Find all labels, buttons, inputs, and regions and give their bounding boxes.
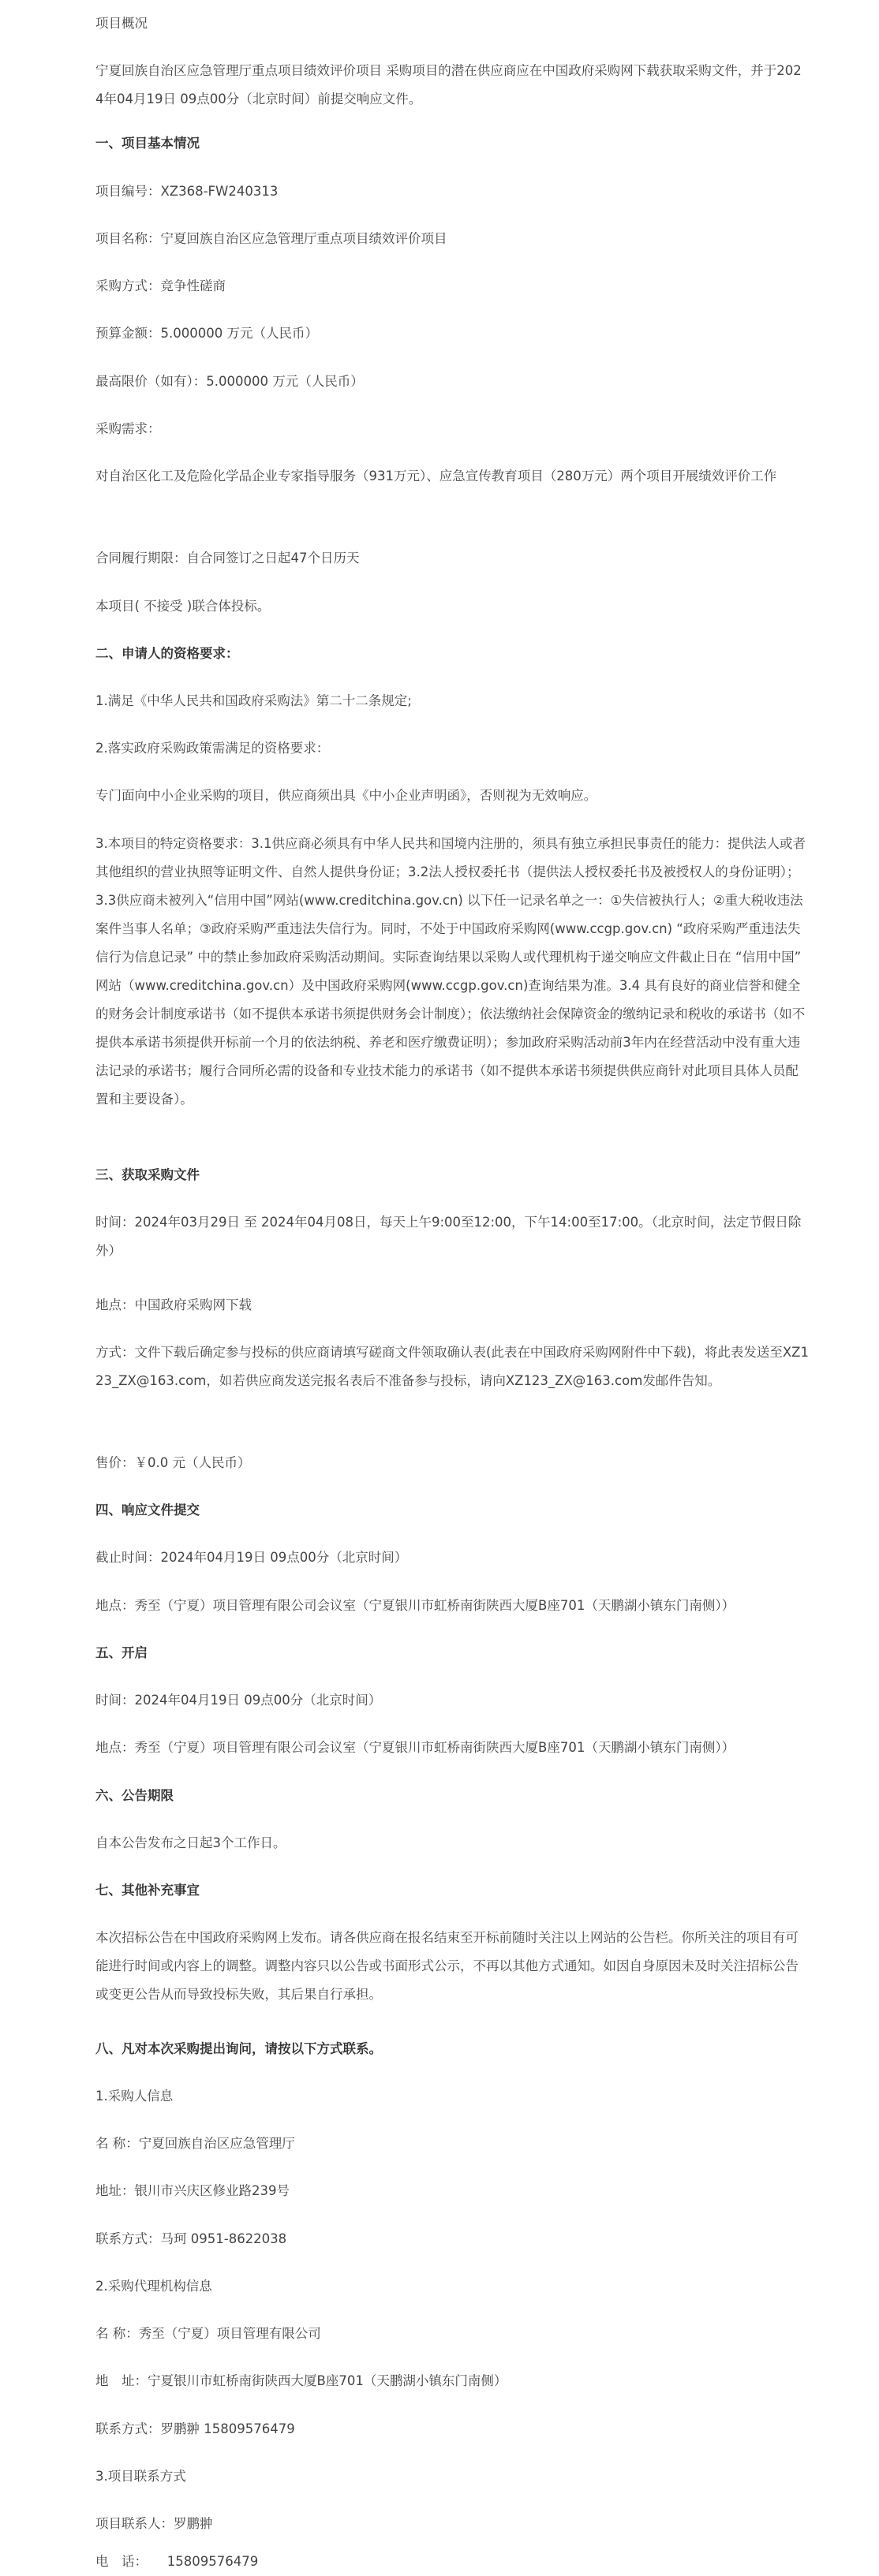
requirement-label: 采购需求：	[95, 421, 161, 436]
section-6-title: 六、公告期限	[95, 1788, 174, 1803]
agency-info-title: 2.采购代理机构信息	[95, 2279, 212, 2294]
section-7-title: 七、其他补充事宜	[95, 1883, 200, 1898]
purchaser-info-title: 1.采购人信息	[95, 2089, 174, 2104]
project-contact-phone: 电 话： 15809576479	[95, 2554, 259, 2569]
section-1-title: 一、项目基本情况	[95, 136, 200, 151]
open-time: 时间：2024年04月19日 09点00分（北京时间）	[95, 1693, 382, 1708]
project-number: 项目编号：XZ368-FW240313	[95, 184, 279, 199]
section-3-title: 三、获取采购文件	[95, 1167, 200, 1182]
section-4-title: 四、响应文件提交	[95, 1503, 200, 1518]
agency-contact: 联系方式：罗鹏翀 15809576479	[95, 2421, 295, 2436]
other-matters-text: 本次招标公告在中国政府采购网上发布。请各供应商在报名结束至开标前随时关注以上网站的公告栏。你所关注的项目有可能进行时间或内容上的调整。调整内容只以公告或书面形式公示，不再以其他方式通知。如因自身原因未及时关注招标公告或变更公告从而导致投标失败，其后果自行承担。	[95, 1930, 799, 2002]
max-price: 最高限价（如有）：5.000000 万元（人民币）	[95, 374, 364, 389]
consortium-note: 本项目( 不接受 )联合体投标。	[95, 599, 271, 614]
qualification-2-text: 专门面向中小企业采购的项目，供应商须出具《中小企业声明函》，否则视为无效响应。	[95, 788, 597, 803]
requirement-text: 对自治区化工及危险化学品企业专家指导服务（931万元）、应急宣传教育项目（280万元）两个项目开展绩效评价工作	[95, 469, 777, 483]
obtain-time: 时间：2024年03月29日 至 2024年04月08日，每天上午9:00至12:00，下午14:00至17:00。（北京时间，法定节假日除外）	[95, 1215, 802, 1258]
obtain-place: 地点：中国政府采购网下载	[95, 1297, 252, 1312]
section-8-title: 八、凡对本次采购提出询问，请按以下方式联系。	[95, 2041, 382, 2056]
notice-period: 自本公告发布之日起3个工作日。	[95, 1835, 286, 1850]
obtain-method: 方式：文件下载后确定参与投标的供应商请填写磋商文件领取确认表(此表在中国政府采购网附件中下载)，将此表发送至XZ123_ZX@163.com，如若供应商发送完报名表后不准备参与投标，请向XZ123_ZX@163.com发邮件告知。	[95, 1345, 809, 1388]
overview-title: 项目概况	[95, 16, 148, 31]
agency-name: 名 称：秀至（宁夏）项目管理有限公司	[95, 2326, 321, 2341]
qualification-3-text: 3.本项目的特定资格要求：3.1供应商必须具有中华人民共和国境内注册的，须具有独立承担民事责任的能力：提供法人或者其他组织的营业执照等证明文件、自然人提供身份证；3.2法人授权委托书（提供法人授权委托书及被授权人的身份证明）；3.3供应商未被列入“信用中国”网站(www.creditchina.gov.cn) 以下任一记录名单之一：①失信被执行人；②重大税收违法案件当事人名单；③政府采购严重违法失信行为。同时，不处于中国政府采购网(www.ccgp.gov.cn) “政府采购严重违法失信行为信息记录” 中的禁止参加政府采购活动期间。实际查询结果以采购人或代理机构于递交响应文件截止日在 “信用中国” 网站（www.creditchina.gov.cn）及中国政府采购网(www.ccgp.gov.cn)查询结果为准。3.4 具有良好的商业信誉和健全的财务会计制度承诺书（如不提供本承诺书须提供财务会计制度）；依法缴纳社会保障资金的缴纳记录和税收的承诺书（如不提供本承诺书须提供开标前一个月的依法纳税、养老和医疗缴费证明）；参加政府采购活动前3年内在经营活动中没有重大违法记录的承诺书；履行合同所必需的设备和专业技术能力的承诺书（如不提供本承诺书须提供供应商针对此项目具体人员配置和主要设备）。	[95, 836, 806, 1107]
project-name: 项目名称：宁夏回族自治区应急管理厅重点项目绩效评价项目	[95, 231, 447, 246]
open-place: 地点：秀至（宁夏）项目管理有限公司会议室（宁夏银川市虹桥南街陕西大厦B座701（天鹏湖小镇东门南侧））	[95, 1740, 735, 1755]
section-2-title: 二、申请人的资格要求：	[95, 646, 239, 661]
contract-period: 合同履行期限：自合同签订之日起47个日历天	[95, 551, 360, 566]
agency-address: 地 址：宁夏银川市虹桥南街陕西大厦B座701（天鹏湖小镇东门南侧）	[95, 2373, 507, 2388]
qualification-2: 2.落实政府采购政策需满足的资格要求：	[95, 741, 330, 756]
intro-paragraph: 宁夏回族自治区应急管理厅重点项目绩效评价项目 采购项目的潜在供应商应在中国政府采购网下载获取采购文件，并于2024年04月19日 09点00分（北京时间）前提交响应文件。	[95, 63, 802, 106]
purchaser-contact: 联系方式：马珂 0951-8622038	[95, 2231, 287, 2246]
section-5-title: 五、开启	[95, 1645, 148, 1660]
procurement-method: 采购方式：竞争性磋商	[95, 278, 226, 293]
purchaser-address: 地址：银川市兴庆区修业路239号	[95, 2183, 290, 2198]
project-contact-title: 3.项目联系方式	[95, 2469, 186, 2484]
project-contact-person: 项目联系人：罗鹏翀	[95, 2516, 213, 2531]
qualification-1: 1.满足《中华人民共和国政府采购法》第二十二条规定;	[95, 693, 412, 708]
document-price: 售价：￥0.0 元（人民币）	[95, 1455, 251, 1470]
submit-deadline: 截止时间：2024年04月19日 09点00分（北京时间）	[95, 1550, 408, 1565]
purchaser-name: 名 称：宁夏回族自治区应急管理厅	[95, 2136, 295, 2151]
submit-place: 地点：秀至（宁夏）项目管理有限公司会议室（宁夏银川市虹桥南街陕西大厦B座701（天鹏湖小镇东门南侧））	[95, 1598, 735, 1613]
budget-amount: 预算金额：5.000000 万元（人民币）	[95, 326, 318, 341]
